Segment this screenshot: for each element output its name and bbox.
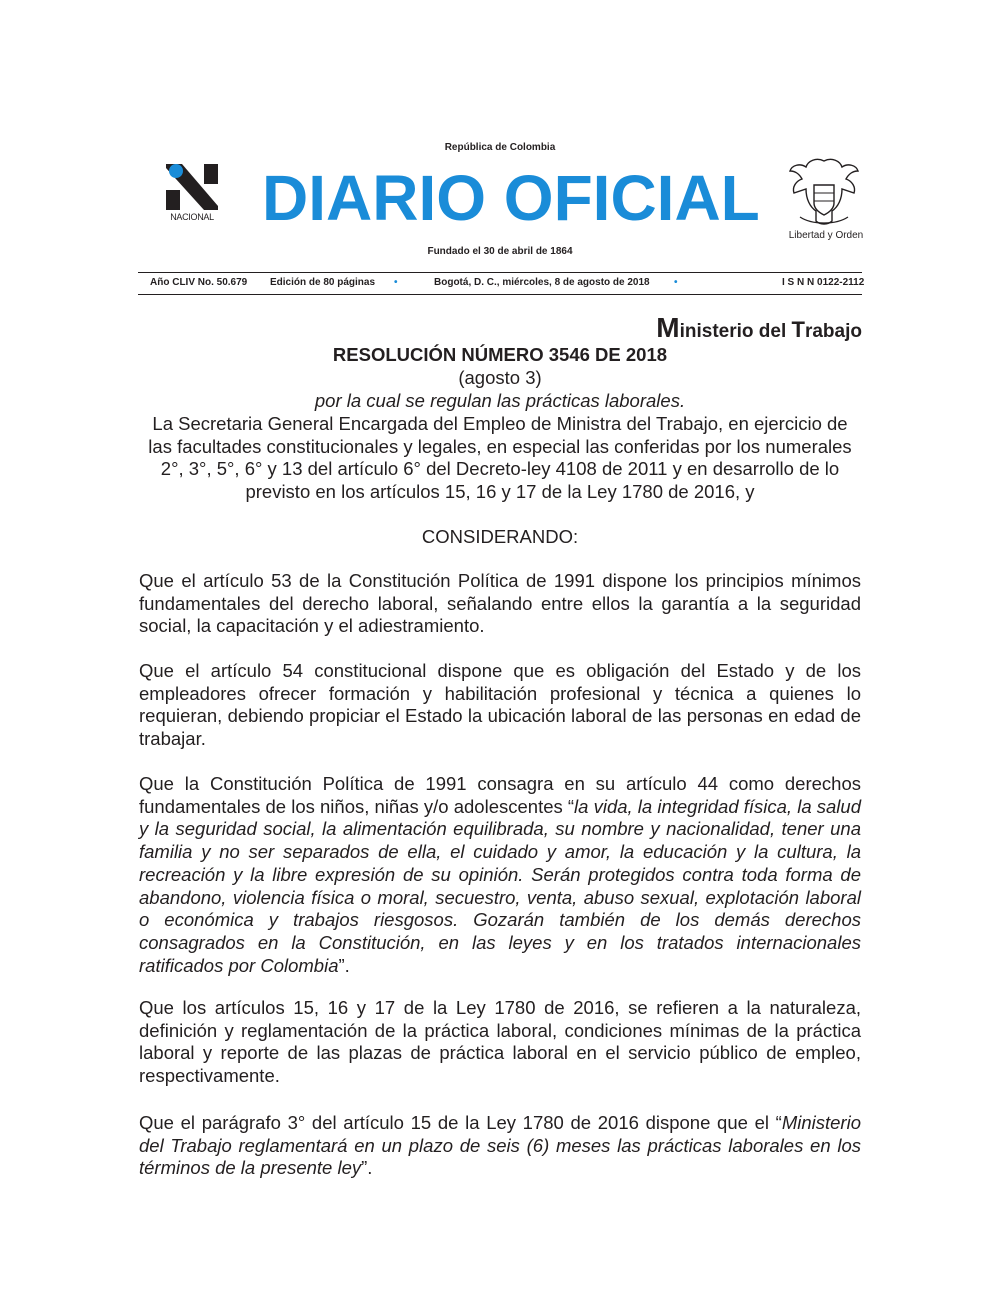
ministry-text: inisterio del (679, 321, 792, 342)
bullet-separator: • (674, 277, 678, 288)
considerando-paragraph-4: Que los artículos 15, 16 y 17 de la Ley 1780 de 2016, se refieren a la naturaleza, definición y reglamentación de la práctica laboral, condiciones mínimas de la práctica laboral y reporte de las plazas de práctica laboral en el servicio público de empleo, respectivamente. (139, 997, 861, 1087)
newspaper-title: DIARIO OFICIAL (262, 162, 760, 234)
ministry-initial: M (656, 312, 680, 343)
header-bottom-rule (138, 294, 862, 295)
paragraph-3-intro: Que la Constitución Política de 1991 consagra en su artículo 44 como derechos fundamentales de los niños, niñas y/o adolescentes “ (139, 773, 861, 817)
ministry-t: T (791, 317, 805, 342)
ministry-heading (560, 312, 862, 344)
coat-of-arms-icon (786, 155, 862, 230)
imprenta-logo-icon (160, 160, 224, 212)
imprenta-nacional-logo (160, 160, 224, 232)
considerando-paragraph-3 (139, 773, 861, 977)
paragraph-3-end: ”. (338, 954, 350, 976)
ministry-tail: rabajo (804, 321, 862, 342)
resolution-subtitle: por la cual se regulan las prácticas laborales. (314, 390, 686, 411)
issue-meta-bar (150, 277, 865, 291)
bullet-separator: • (394, 277, 398, 288)
considerando-heading: CONSIDERANDO: (421, 526, 579, 547)
header-top-rule (138, 272, 862, 273)
place-date: Bogotá, D. C., miércoles, 8 de agosto de 2018 (434, 277, 650, 288)
preamble-paragraph: La Secretaria General Encargada del Empleo de Ministra del Trabajo, en ejercicio de las facultades constitucionales y legales, en especial las conferidas por los numerales 2°, 3°, 5°, 6° y 13 del artículo 6° del Decreto-ley 4108 de 2011 y en desarrollo de lo previsto en los artículos 15, 16 y 17 de la Ley 1780 de 2016, y (148, 413, 852, 502)
motto-label: Libertad y Orden (788, 230, 864, 241)
considerando-paragraph-2: Que el artículo 54 constitucional dispone que es obligación del Estado y de los empleadores ofrecer formación y habilitación profesional y técnica a quienes lo requieran, debiendo propiciar el Estado la ubicación laboral de las personas en edad de trabajar. (139, 660, 861, 750)
republica-label: República de Colombia (444, 142, 556, 153)
considerando-paragraph-5 (139, 1112, 861, 1180)
founded-label: Fundado el 30 de abril de 1864 (427, 246, 573, 257)
paragraph-5-intro: Que el parágrafo 3° del artículo 15 de la Ley 1780 de 2016 dispone que el “ (139, 1112, 782, 1133)
paragraph-3-quote: la vida, la integridad física, la salud y la seguridad social, la alimentación equilibrada, su nombre y nacionalidad, tener una familia y no ser separados de ella, el cuidado y amor, la educación y la cultura, la recreación y la libre expresión de su opinión. Serán protegidos contra toda forma de abandono, violencia física o moral, secuestro, venta, abuso sexual, explotación laboral o económica y trabajos riesgosos. Gozarán también de los demás derechos consagrados en la Constitución, en las leyes y en los tratados internacionales ratificados por Colombia (139, 795, 861, 976)
issn: I S N N 0122-2112 (782, 277, 865, 288)
considerando-paragraph-1: Que el artículo 53 de la Constitución Política de 1991 dispone los principios mínimos fundamentales del derecho laboral, señalando entre ellos la garantía a la seguridad social, la capacitación y el adiestramiento. (139, 570, 861, 637)
logo-caption: NACIONAL (170, 212, 214, 222)
paragraph-5-end: ”. (361, 1157, 373, 1179)
issue-number: Año CLIV No. 50.679 (150, 277, 248, 288)
resolution-date: (agosto 3) (458, 367, 542, 388)
edition-pages: Edición de 80 páginas (270, 277, 376, 288)
resolution-number: RESOLUCIÓN NÚMERO 3546 DE 2018 (332, 344, 668, 365)
paragraph-5-quote: Ministerio del Trabajo reglamentará en un plazo de seis (6) meses las prácticas laborales en los términos de la presente ley (139, 1112, 861, 1179)
